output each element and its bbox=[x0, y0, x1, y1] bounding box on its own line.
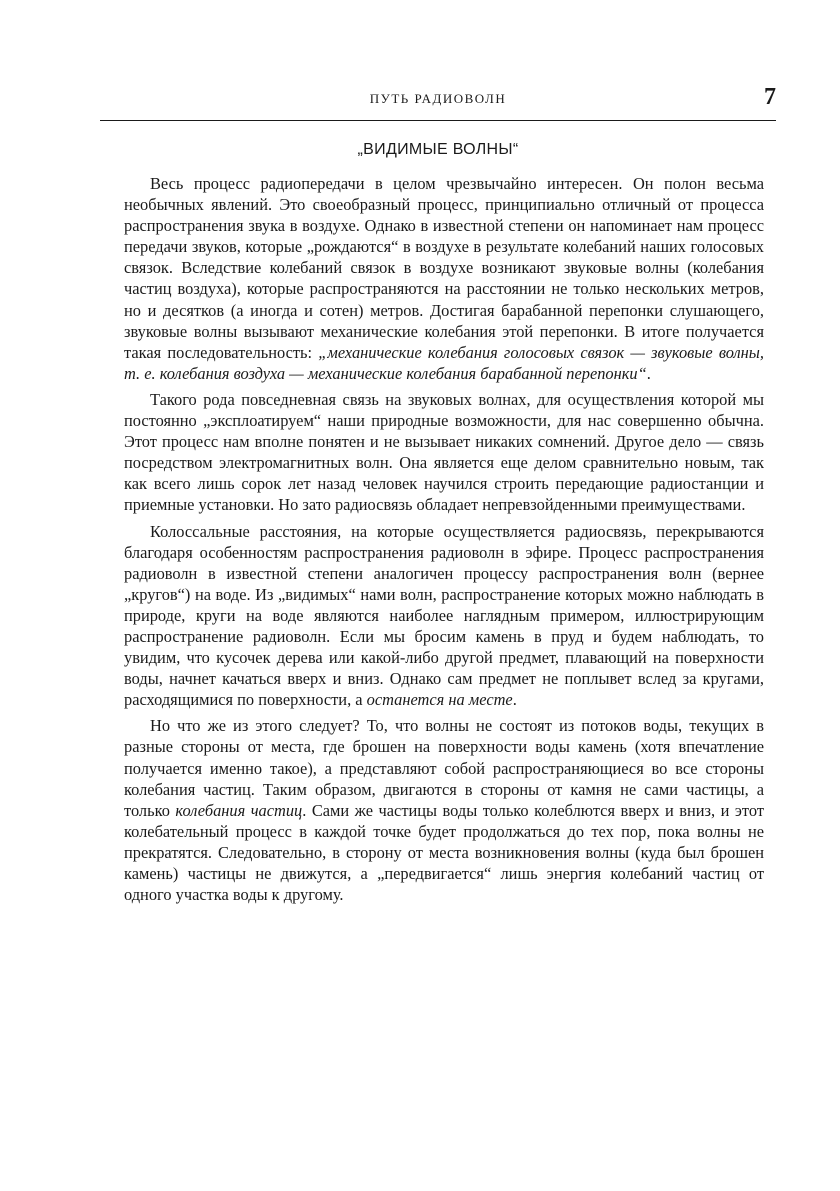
text-run: Такого рода повседневная связь на звуковых волнах, для осуществления которой мы постоянно „эксплоатируем“ наши природные возможности, для нас совершенно обычна. Этот процесс нам вполне понятен и не вызывает никаких сомнений. Другое дело — связь посредством электромагнитных волн. Она является еще делом сравнительно новым, так как всего лишь сорок лет назад человек научился строить передающие радиостанции и приемные установки. Но зато радиосвязь обладает непревзойденными преимуществами. bbox=[124, 389, 764, 515]
text-run: Но что же из этого следует? То, что волны не состоят из потоков воды, текущих в разные стороны от места, где брошен на поверхности воды камень (хотя впечатление получается именно такое), а представляют собой распространяющиеся во все стороны колебания частиц. Таким образом, двигаются в стороны от камня не сами частицы, а только bbox=[124, 716, 764, 820]
paragraph bbox=[124, 389, 764, 516]
text-run: . Сами же частицы воды только колеблются вверх и вниз, и этот колебательный процесс в каждой точке будет продолжаться до тех пор, пока волны не прекратятся. Следовательно, в сторону от места возникновения волны (куда был брошен камень) частицы не движутся, а „передвигается“ лишь энергия колебаний частиц от одного участка воды к другому. bbox=[124, 800, 764, 905]
paragraph bbox=[124, 521, 764, 711]
running-title: ПУТЬ РАДИОВОЛН bbox=[369, 91, 507, 106]
page-number: 7 bbox=[764, 84, 776, 110]
header-rule bbox=[100, 120, 776, 121]
text-run: Весь процесс радиопередачи в целом чрезвычайно интересен. Он полон весьма необычных явлений. Это своеобразный процесс, принципиально отличный от процесса распространения звука в воздухе. Однако в известной степени он напоминает нам процесс передачи звуков, которые „рождаются“ в воздухе в результате колебаний наших голосовых связок. Вследствие колебаний связок в воздухе возникают звуковые волны (колебания частиц воздуха), которые распространяются на расстоянии не только нескольких метров, но и десятков (а иногда и сотен) метров. Достигая барабанной перепонки слушающего, звуковые волны вызывают механические колебания этой перепонки. В итоге получается такая последовательность: bbox=[124, 174, 764, 362]
italic-text-run: колебания частиц bbox=[175, 800, 303, 820]
text-run: . bbox=[512, 690, 517, 710]
running-head bbox=[100, 84, 776, 118]
text-run: Колоссальные расстояния, на которые осуществляется радиосвязь, перекрываются благодаря особенностям распространения радиоволн в эфире. Процесс распространения радиоволн в известной степени аналогичен процессу распространения волн (вернее „кругов“) на воде. Из „видимых“ нами волн, распространение которых можно наблюдать в природе, круги на воде являются наиболее наглядным примером, иллюстрирующим распространение радиоволн. Если мы бросим камень в пруд и будем наблюдать, то увидим, что кусочек дерева или какой-либо другой предмет, плавающий на поверхности воды, начнет качаться вверх и вниз. Однако сам предмет не поплывет вслед за кругами, расходящимися по поверхности, а bbox=[124, 521, 764, 710]
body-text bbox=[124, 173, 764, 910]
italic-text-run: останется на месте bbox=[366, 690, 513, 710]
text-run: . bbox=[646, 363, 651, 383]
paragraph bbox=[124, 173, 764, 384]
section-title: „ВИДИМЫЕ ВОЛНЫ“ bbox=[357, 141, 519, 158]
paragraph bbox=[124, 715, 764, 905]
italic-text-run: „механические колебания голосовых связок — звуковые волны, т. е. колебания воздуха — механические колебания барабанной перепонки“ bbox=[124, 342, 764, 383]
